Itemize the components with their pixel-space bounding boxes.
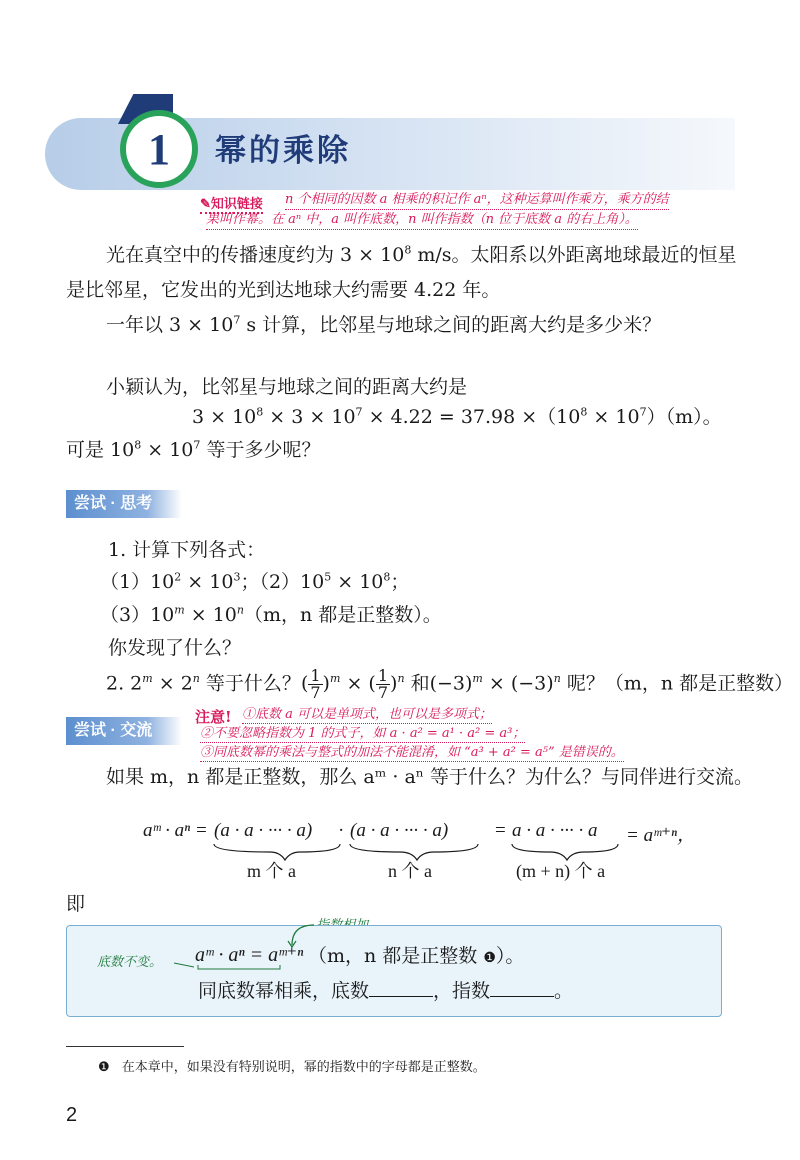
try-think-badge: 尝试 · 思考: [66, 490, 182, 518]
rule-box: [66, 925, 722, 1017]
section-number: 1: [148, 124, 170, 174]
brace-label-3: (m + n) 个 a: [516, 861, 606, 881]
knowledge-link-tag: ✎知识链接: [200, 193, 263, 214]
attention-note-1: ①底数 a 可以是单项式，也可以是多项式；: [242, 707, 493, 722]
rule-formula: aᵐ · aⁿ = aᵐ⁺ⁿ: [195, 944, 304, 966]
annotation-base-same: 底数不变。: [97, 955, 163, 970]
ji-label: 即: [66, 893, 86, 915]
expansion-equals: =: [495, 820, 506, 841]
footnote: ❶ 在本章中，如果没有特别说明，幂的指数中的字母都是正整数。: [98, 1060, 486, 1075]
section-number-badge: [120, 110, 198, 188]
footnote-marker: ❶: [98, 1060, 110, 1075]
exercise-1-parts-1-2: $(1)10^2 \times 10^3$；$(2)10^5 \times 10^8$；: [100, 570, 410, 593]
attention-tag: 注意!: [195, 708, 232, 726]
pencil-icon: ✎: [200, 197, 211, 212]
exercise-1-part-3: $(3)10^m \times 10^n(m$，n 都是正整数）。: [100, 603, 442, 626]
fraction-one-seventh-2: $\frac{1}{7}$: [377, 666, 389, 702]
expansion-lhs: aᵐ · aⁿ =: [143, 820, 208, 841]
fraction-one-seventh: $\frac{1}{7}$: [310, 666, 321, 702]
brace-label-2: n 个 a: [388, 861, 432, 881]
intro-paragraph-line2: 是比邻星，它发出的光到达地球大约需要 4.22 年。: [66, 279, 501, 301]
intro-paragraph-line1: 光在真空中的传播速度约为 $3 \times 10^8$ m/s。太阳系以外距离地球最近的恒星: [106, 243, 737, 266]
thought-question: 可是 $10^8 \times 10^7$ 等于多少呢？: [66, 438, 321, 461]
thought-line: 小颖认为，比邻星与地球之间的距离大约是: [106, 376, 468, 398]
expansion-group-1: (a · a · ··· · a): [214, 820, 313, 841]
exercise-1-discovery: 你发现了什么？: [108, 637, 242, 659]
attention-note-3: ③同底数幂的乘法与整式的加法不能混淆，如 “a³ + a² = a⁵” 是错误的。: [200, 745, 624, 760]
exchange-question: 如果 m，n 都是正整数，那么 aᵐ · aⁿ 等于什么？为什么？与同伴进行交流。: [106, 766, 754, 788]
try-exchange-badge: 尝试 · 交流: [66, 717, 182, 745]
brace-label-1: m 个 a: [247, 861, 296, 881]
blank-base[interactable]: [369, 978, 433, 997]
knowledge-link-line2: 果叫作幂。在 aⁿ 中，a 叫作底数，n 叫作指数（n 位于底数 a 的右上角）。: [206, 211, 638, 230]
expansion-group-2: (a · a · ··· · a): [350, 820, 449, 841]
expansion-dot: ·: [338, 820, 345, 841]
expansion-rhs: = aᵐ⁺ⁿ，: [626, 825, 697, 846]
knowledge-link-line1: n 个相同的因数 a 相乘的积记作 aⁿ，这种运算叫作乘方，乘方的结: [285, 191, 669, 210]
intro-question: 一年以 $3 \times 10^7$ s 计算，比邻星与地球之间的距离大约是多少米？: [106, 313, 662, 336]
footnote-divider: [66, 1046, 184, 1047]
page-number: 2: [66, 1104, 78, 1126]
footnote-marker-icon: ❶: [483, 950, 496, 966]
exercise-2: 2. $2^m \times 2^n$ 等于什么？( $\frac{1}{7}$ )$^m$ × ( $\frac{1}{7}$ )$^n$ 和$(-3)^m \times (-3)^n$ 呢？（m，n 都是正整数）: [106, 666, 794, 702]
blank-exponent[interactable]: [490, 978, 554, 997]
attention-note-2: ②不要忽略指数为 1 的式子，如 a · a² = a¹ · a² = a³；: [200, 726, 526, 741]
exercise-1-title: 1. 计算下列各式：: [108, 539, 266, 561]
rule-statement: 同底数幂相乘，底数 ，指数 。: [198, 980, 574, 1002]
rule-condition: （m，n 都是正整数 ❶）。: [308, 945, 525, 967]
section-title: 幂的乘除: [215, 133, 351, 169]
expansion-group-3: a · a · ··· · a: [512, 820, 598, 841]
thought-equation: $3 \times 10^8 \times 3 \times 10^7 \times 4.22 = 37.98 \times(10^8 \times 10^7)(m)$。: [192, 405, 722, 428]
